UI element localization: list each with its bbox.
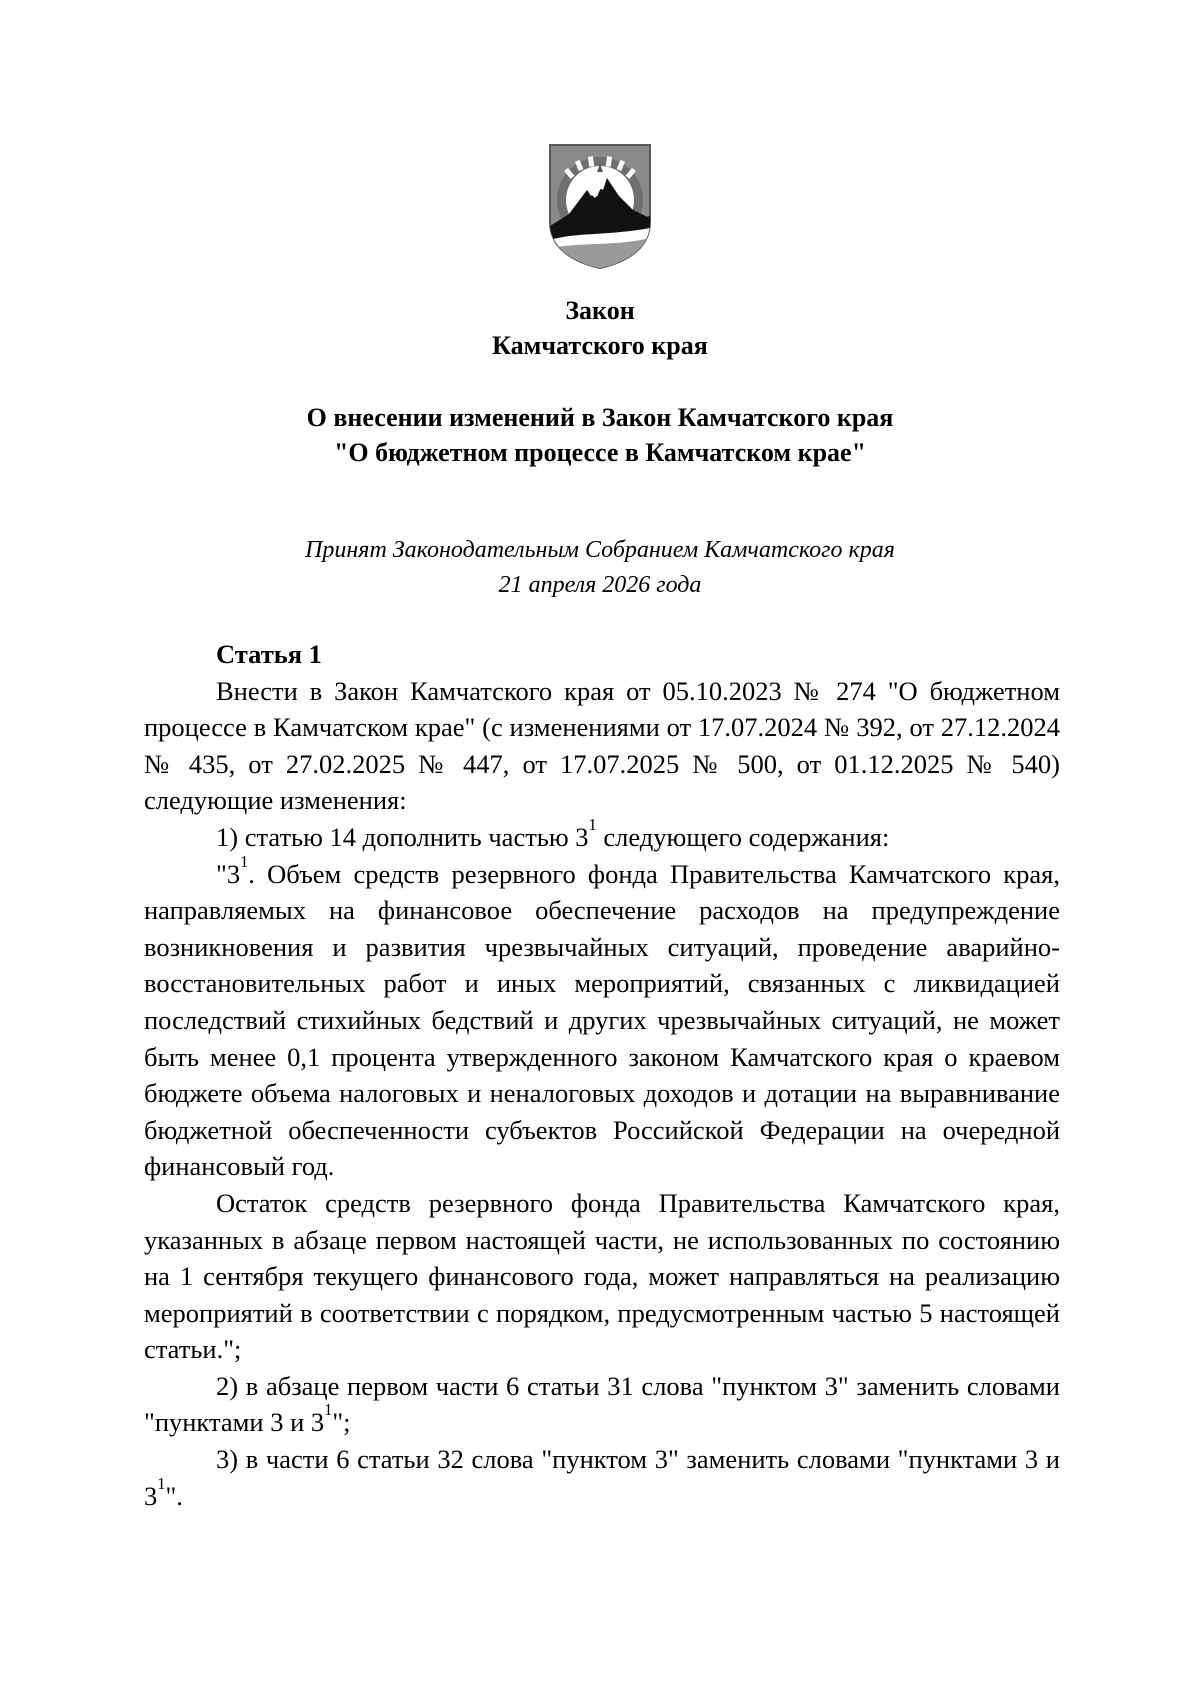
part-3-1-open: "3 (216, 858, 241, 889)
part-3-1-text: . Объем средств резервного фонда Правительства Камчатского края, направляемых на финансовое обеспечение расходов на предупреждение возникновения и развития чрезвычайных ситуаций, проведение аварийно-восстановительных работ и иных мероприятий, связанных с ликвидацией последствий стихийных бедствий и других чрезвычайных ситуаций, не может быть менее 0,1 процента утвержденного законом Камчатского края о краевом бюджете объема налоговых и неналоговых доходов и дотации на выравнивание бюджетной обеспеченности субъектов Российской Федерации на очередной финансовый год. (144, 858, 1060, 1182)
superscript: 1 (324, 1400, 333, 1420)
amendment-item-2-text: 2) в абзаце первом части 6 статьи 31 слова "пунктом 3" заменить словами "пунктами 3 и 3 (144, 1370, 1060, 1438)
article-heading: Статья 1 (216, 639, 322, 669)
amendment-item-3 (144, 1441, 1060, 1514)
law-title-line-2: "О бюджетном процессе в Камчатском крае" (333, 438, 867, 467)
amendment-item-3-text: 3) в части 6 статьи 32 слова "пунктом 3" заменить словами "пунктами 3 и 3 (144, 1444, 1060, 1511)
amendment-item-3-tail: ". (165, 1480, 183, 1511)
kamchatka-coat-of-arms-icon (547, 142, 653, 270)
law-heading-line-1: Закон (565, 296, 635, 325)
law-heading-line-2: Камчатского края (492, 331, 708, 360)
superscript: 1 (157, 1473, 166, 1493)
adoption-note (140, 533, 1060, 603)
part-3-1-paragraph (144, 851, 1060, 1185)
law-title (140, 400, 1060, 470)
law-heading (140, 293, 1060, 363)
law-title-line-1: О внесении изменений в Закон Камчатского края (306, 403, 894, 432)
superscript: 1 (588, 814, 597, 834)
article-1 (144, 636, 1060, 1514)
amendment-item-2 (144, 1368, 1060, 1441)
adoption-note-line-1: Принят Законодательным Собранием Камчатского края (305, 537, 895, 563)
amendment-item-2-tail: "; (332, 1407, 351, 1438)
amendment-item-1-text: 1) статью 14 дополнить частью 3 (216, 821, 589, 852)
adoption-date: 21 апреля 2026 года (498, 572, 702, 598)
amendment-item-1 (144, 814, 1060, 856)
remainder-paragraph: Остаток средств резервного фонда Правительства Камчатского края, указанных в абзаце первом настоящей части, не использованных по состоянию на 1 сентября текущего финансового года, может направляться на реализацию мероприятий в соответствии с порядком, предусмотренным частью 5 настоящей статьи."; (144, 1187, 1060, 1365)
amendment-item-1-tail: следующего содержания: (596, 821, 890, 852)
article-intro-paragraph: Внести в Закон Камчатского края от 05.10.2023 № 274 "О бюджетном процессе в Камчатском крае" (с изменениями от 17.07.2024 № 392, от 27.12.2024 № 435, от 27.02.2025 № 447, от 17.07.2025 № 500, от 01.12.2025 № 540) следующие изменения: (144, 675, 1060, 816)
superscript: 1 (240, 851, 249, 871)
